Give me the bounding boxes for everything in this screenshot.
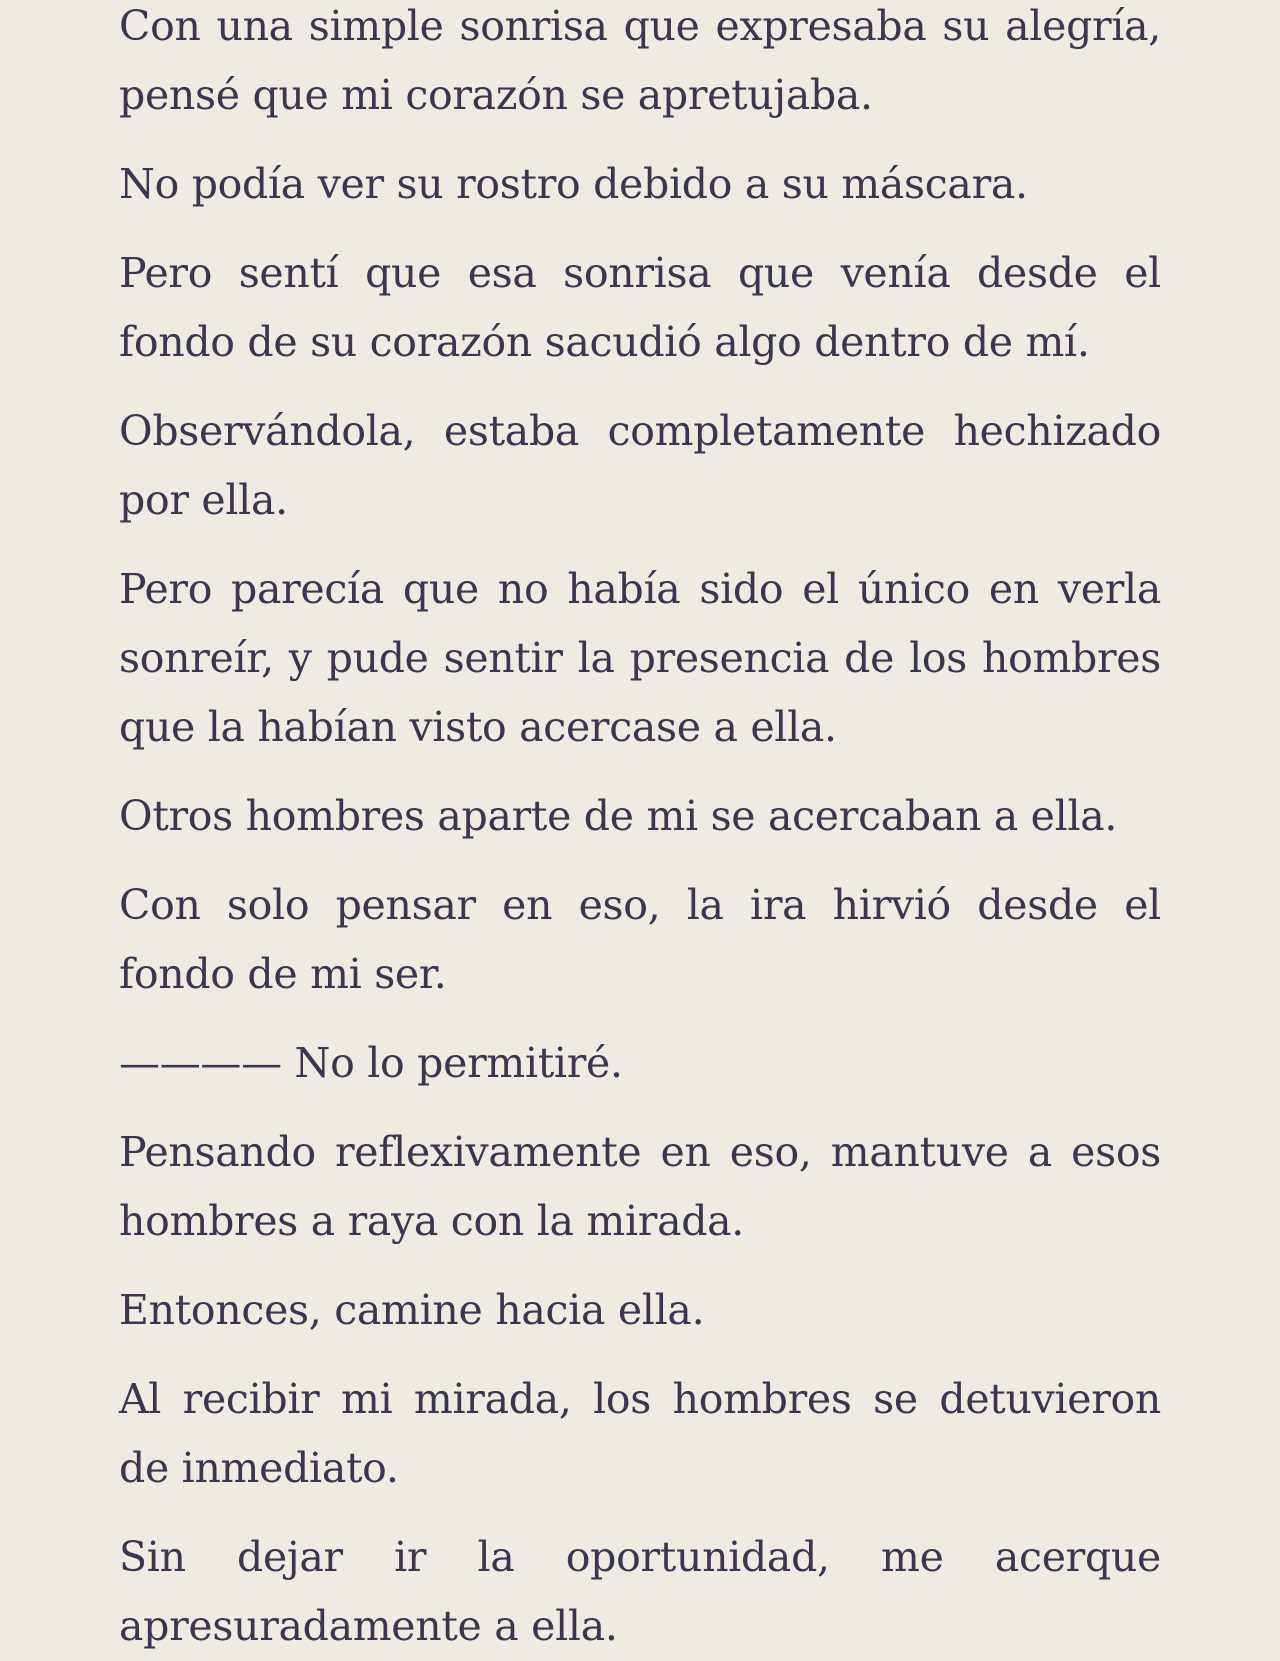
paragraph: Pero parecía que no había sido el único en verla sonreír, y pude sentir la presencia de los hombres que la habían visto acercase a ella. (119, 565, 1161, 751)
paragraph: No podía ver su rostro debido a su máscara. (119, 160, 1028, 208)
paragraph: Pensando reflexivamente en eso, mantuve a esos hombres a raya con la mirada. (119, 1128, 1161, 1245)
document-body (119, 0, 1161, 1661)
paragraph: Pero sentí que esa sonrisa que venía desde el fondo de su corazón sacudió algo dentro de mí. (119, 249, 1161, 366)
paragraph: Al recibir mi mirada, los hombres se detuvieron de inmediato. (119, 1375, 1161, 1492)
paragraph: Otros hombres aparte de mi se acercaban a ella. (119, 792, 1118, 840)
paragraph: Entonces, camine hacia ella. (119, 1286, 705, 1334)
paragraph: ———— No lo permitiré. (119, 1039, 623, 1087)
paragraph: Con una simple sonrisa que expresaba su alegría, pensé que mi corazón se apretujaba. (119, 2, 1161, 119)
paragraph: Sin dejar ir la oportunidad, me acerque apresuradamente a ella. (119, 1533, 1161, 1650)
paragraph: Con solo pensar en eso, la ira hirvió desde el fondo de mi ser. (119, 881, 1161, 998)
paragraph: Observándola, estaba completamente hechizado por ella. (119, 407, 1161, 524)
